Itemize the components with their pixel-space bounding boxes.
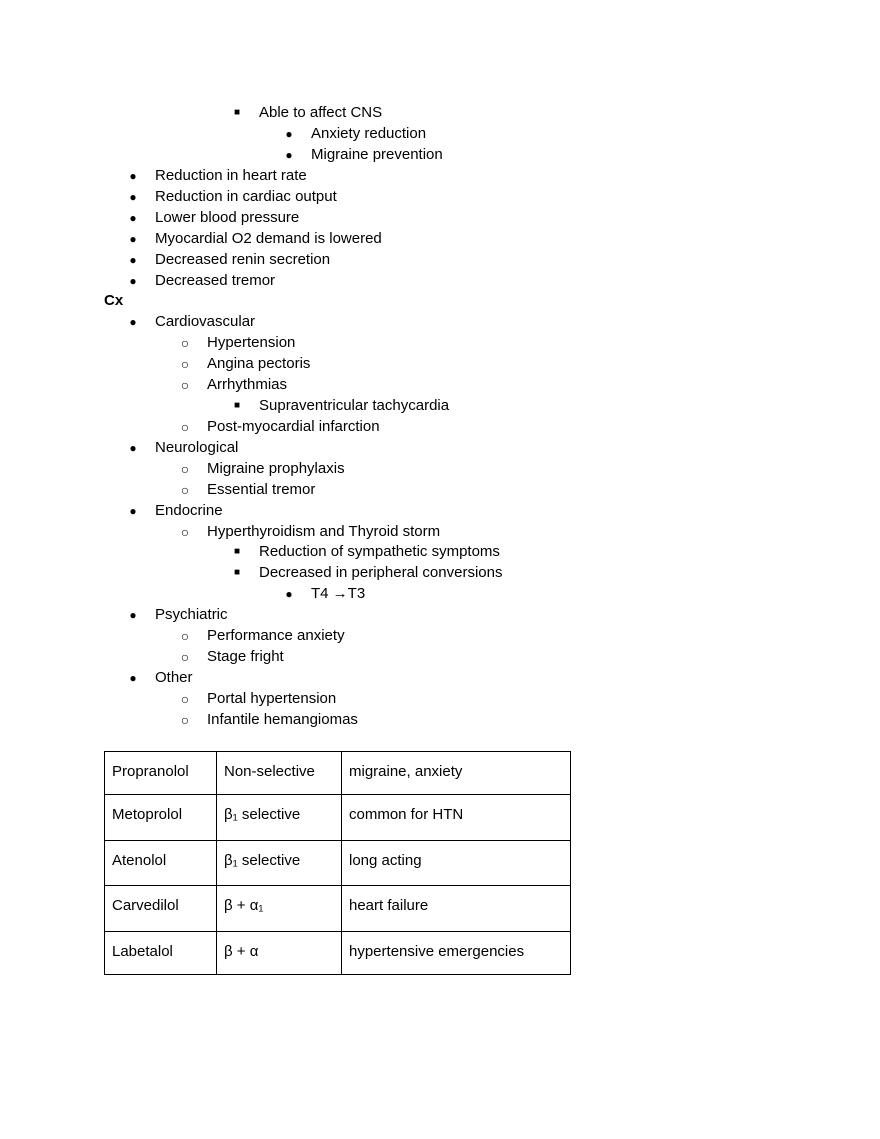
list-item-text: Hyperthyroidism and Thyroid storm bbox=[207, 522, 441, 540]
square-bullet-icon: ■ bbox=[233, 546, 241, 558]
disc-bullet-icon: ● bbox=[129, 440, 137, 455]
list-item-text: Neurological bbox=[155, 438, 239, 456]
table-row bbox=[105, 752, 571, 795]
circle-bullet-icon: ○ bbox=[180, 460, 190, 477]
disc-bullet-icon: ● bbox=[129, 189, 137, 204]
list-item-text: Migraine prophylaxis bbox=[207, 459, 345, 477]
circle-bullet-icon: ○ bbox=[180, 481, 190, 498]
list-item-text: Infantile hemangiomas bbox=[207, 711, 358, 729]
list-item-text: Decreased in peripheral conversions bbox=[259, 564, 503, 582]
list-item-text: Myocardial O2 demand is lowered bbox=[155, 229, 382, 247]
circle-bullet-icon: ○ bbox=[180, 523, 190, 540]
table-cell-selectivity: β₁ selective bbox=[217, 795, 342, 841]
list-item-text: Migraine prevention bbox=[311, 145, 443, 163]
table-cell-drug: Propranolol bbox=[105, 752, 217, 795]
list-item-text: T4 →T3 bbox=[311, 585, 366, 603]
table-cell-use: migraine, anxiety bbox=[342, 752, 571, 795]
table-cell-drug: Labetalol bbox=[105, 932, 217, 975]
table-cell-use: hypertensive emergencies bbox=[342, 932, 571, 975]
disc-bullet-icon: ● bbox=[129, 315, 137, 329]
table-cell-selectivity: β₁ selective bbox=[217, 841, 342, 886]
list-item-text: Portal hypertension bbox=[207, 690, 337, 708]
list-item-text: Decreased renin secretion bbox=[155, 250, 331, 268]
table-cell-use: common for HTN bbox=[342, 795, 571, 841]
disc-bullet-icon: ● bbox=[285, 147, 293, 162]
list-item-text: Post-myocardial infarction bbox=[207, 417, 380, 435]
circle-bullet-icon: ○ bbox=[180, 334, 190, 351]
table-row bbox=[105, 841, 571, 886]
disc-bullet-icon: ● bbox=[285, 587, 293, 602]
circle-bullet-icon: ○ bbox=[180, 649, 190, 666]
disc-bullet-icon: ● bbox=[129, 168, 137, 183]
section-heading-cx: Cx bbox=[104, 292, 124, 309]
disc-bullet-icon: ● bbox=[129, 252, 137, 267]
circle-bullet-icon: ○ bbox=[180, 376, 190, 393]
list-item-text: Other bbox=[155, 669, 193, 687]
circle-bullet-icon: ○ bbox=[180, 355, 190, 372]
list-item-text: Psychiatric bbox=[155, 606, 228, 624]
table-cell-use: heart failure bbox=[342, 886, 571, 932]
list-item-text: Supraventricular tachycardia bbox=[259, 396, 450, 414]
table-row bbox=[105, 932, 571, 975]
table-cell-drug: Carvedilol bbox=[105, 886, 217, 932]
list-item-text: Able to affect CNS bbox=[259, 104, 383, 121]
list-item-text: Hypertension bbox=[207, 333, 296, 351]
disc-bullet-icon: ● bbox=[285, 126, 293, 141]
list-item-text: Essential tremor bbox=[207, 480, 316, 498]
list-item-text: Stage fright bbox=[207, 648, 284, 666]
square-bullet-icon: ■ bbox=[233, 399, 241, 411]
table-cell-selectivity: β + α₁ bbox=[217, 886, 342, 932]
list-item-text: Performance anxiety bbox=[207, 627, 345, 645]
square-bullet-icon: ■ bbox=[233, 567, 241, 579]
table-row bbox=[105, 886, 571, 932]
table-row bbox=[105, 795, 571, 841]
disc-bullet-icon: ● bbox=[129, 608, 137, 623]
table-cell-selectivity: Non-selective bbox=[217, 752, 342, 795]
list-item-text: Reduction in heart rate bbox=[155, 166, 307, 184]
circle-bullet-icon: ○ bbox=[180, 691, 190, 708]
table-cell-drug: Metoprolol bbox=[105, 795, 217, 841]
table-cell-selectivity: β + α bbox=[217, 932, 342, 975]
circle-bullet-icon: ○ bbox=[180, 628, 190, 645]
list-item-text: Angina pectoris bbox=[207, 354, 311, 372]
table-cell-use: long acting bbox=[342, 841, 571, 886]
disc-bullet-icon: ● bbox=[129, 503, 137, 518]
square-bullet-icon: ■ bbox=[233, 107, 241, 118]
table-cell-drug: Atenolol bbox=[105, 841, 217, 886]
list-item-text: Cardiovascular bbox=[155, 313, 256, 330]
list-item-text: Reduction of sympathetic symptoms bbox=[259, 543, 500, 561]
beta-blocker-table bbox=[104, 751, 571, 975]
disc-bullet-icon: ● bbox=[129, 231, 137, 246]
list-item-text: Lower blood pressure bbox=[155, 208, 300, 226]
list-item-text: Arrhythmias bbox=[207, 375, 288, 393]
list-item-text: Reduction in cardiac output bbox=[155, 187, 337, 205]
disc-bullet-icon: ● bbox=[129, 273, 137, 288]
disc-bullet-icon: ● bbox=[129, 671, 137, 686]
circle-bullet-icon: ○ bbox=[180, 712, 190, 729]
circle-bullet-icon: ○ bbox=[180, 418, 190, 435]
list-item-text: Decreased tremor bbox=[155, 271, 276, 289]
list-item-text: Anxiety reduction bbox=[311, 124, 427, 142]
disc-bullet-icon: ● bbox=[129, 210, 137, 225]
list-item-text: Endocrine bbox=[155, 501, 223, 519]
